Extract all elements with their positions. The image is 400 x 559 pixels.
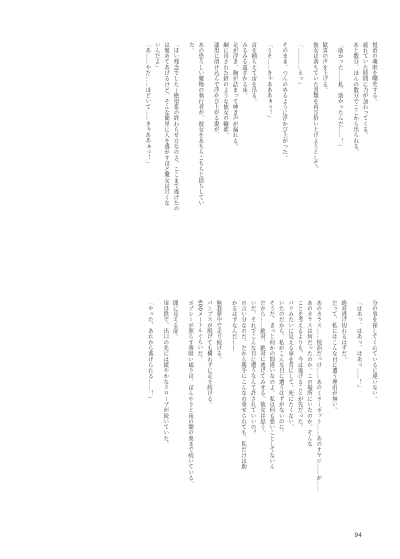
text-line: 「ほい残念でした～絶望系の終わらせ方なのさ。ここまで逃げたの <box>172 42 179 212</box>
text-line: いたのだから、私がこんな目に遭うはずがないのに。 <box>277 300 284 436</box>
text-line: だって、私にはこんな目に遭う理由が無い。 <box>330 300 337 413</box>
text-line: 「はあっ、はあっ、はあっ……！」 <box>355 300 362 391</box>
text-line: 絶対逃げ切れるはずだ。 <box>340 300 347 363</box>
text-line: 漆黒に溶け込んで浮かび上がる姿が、 <box>212 42 219 139</box>
text-line: あのカラス……悦治だっけ……あのミラーポット……あのオヤジ……が…… <box>315 300 322 493</box>
text-line: いんだよ」 <box>153 42 160 71</box>
text-line: 綱に吊された鈴のような彼女の輪郭。 <box>222 42 229 139</box>
text-line: かるはずなんだ—— <box>230 300 237 351</box>
text-line: の言い分なのだ、だから勝手にこんなの乗せられても、私だけは助 <box>240 300 247 470</box>
text-line: あと数分、ほんの数分でここから出られる。 <box>352 42 359 155</box>
text-line: だから……絶対、絶対に逃げてみせる。彼女は思う。 <box>258 300 265 436</box>
text-line: 歓喜の声を上げる。 <box>321 42 328 93</box>
text-line: みるみる遠ざかる床。 <box>240 42 247 99</box>
text-line: 彼女は落ちていた書類を再び拾い上げようとして。 <box>311 42 318 172</box>
text-line: 悦治の魂胆を嘲笑する。 <box>371 42 377 105</box>
text-line: パンプスが脱げても構わずに走り続ける。 <box>205 300 212 408</box>
page-number: 94 <box>354 532 362 539</box>
text-line: 闇に見える扉。 <box>171 300 178 340</box>
text-line: いだ、それでこんな目に遭うなんて許されていいの？ <box>249 300 256 436</box>
text-line: 「あ……やだ……ほどいて……きゃああぁっ！」 <box>144 42 151 167</box>
bottom-text-block <box>144 300 378 525</box>
text-line: は褒めてあげるけど、そんな簡単に人を逃がすほど魔女は甘くな <box>163 42 170 206</box>
text-line: 600メートルぐらいだ。 <box>196 300 203 362</box>
text-line: 分の事を探してくれているに違いない。 <box>371 300 377 402</box>
text-line: 扉は鉄で、出口の先には緩やかなスロープが続いていた。 <box>162 300 169 447</box>
text-line: 「…………えっ」 <box>296 42 303 88</box>
text-line: 疲れていた時間に力が加わってくる。 <box>361 42 368 139</box>
text-line: ポプシーが照らす薄暗い廊下は、ぼんやりと夜の闇の奥まで続いている。 <box>187 300 194 487</box>
text-line: 「うそ……きゃあああぁっ！」 <box>265 42 272 122</box>
text-line: た。 <box>187 42 194 54</box>
text-line: そのまま、つんのめるように浮かび上がった。 <box>281 42 288 161</box>
text-line: 足が浮き、胸が詰まって呻き声が漏れる。 <box>231 42 238 150</box>
text-line: 首を捕らえて宙を吊る。 <box>250 42 257 105</box>
text-line: ことを考えるよりも、今は逃げることが先だった。 <box>296 300 303 430</box>
text-line: 無我夢中で走り続ける。 <box>215 300 222 363</box>
text-line: あの恐ろしい魔物の執行者が、彼女をあちらこちらと揺らしてい <box>197 42 204 206</box>
top-text-block <box>142 42 378 264</box>
text-line: 「助かった……私、助かったんだ……！」 <box>336 42 343 150</box>
text-line: あのカラスは何だったのか。この場所にいたのか。そんな <box>305 300 312 447</box>
text-line: パリみたいに見える扉を背にして。死にたくない。 <box>287 300 294 430</box>
text-line: そうだ、きっと何かの間違いなのよ。私は何も悪いことしてないん <box>268 300 275 470</box>
text-line: 「やった、あれから逃げられる……！」 <box>146 300 153 402</box>
